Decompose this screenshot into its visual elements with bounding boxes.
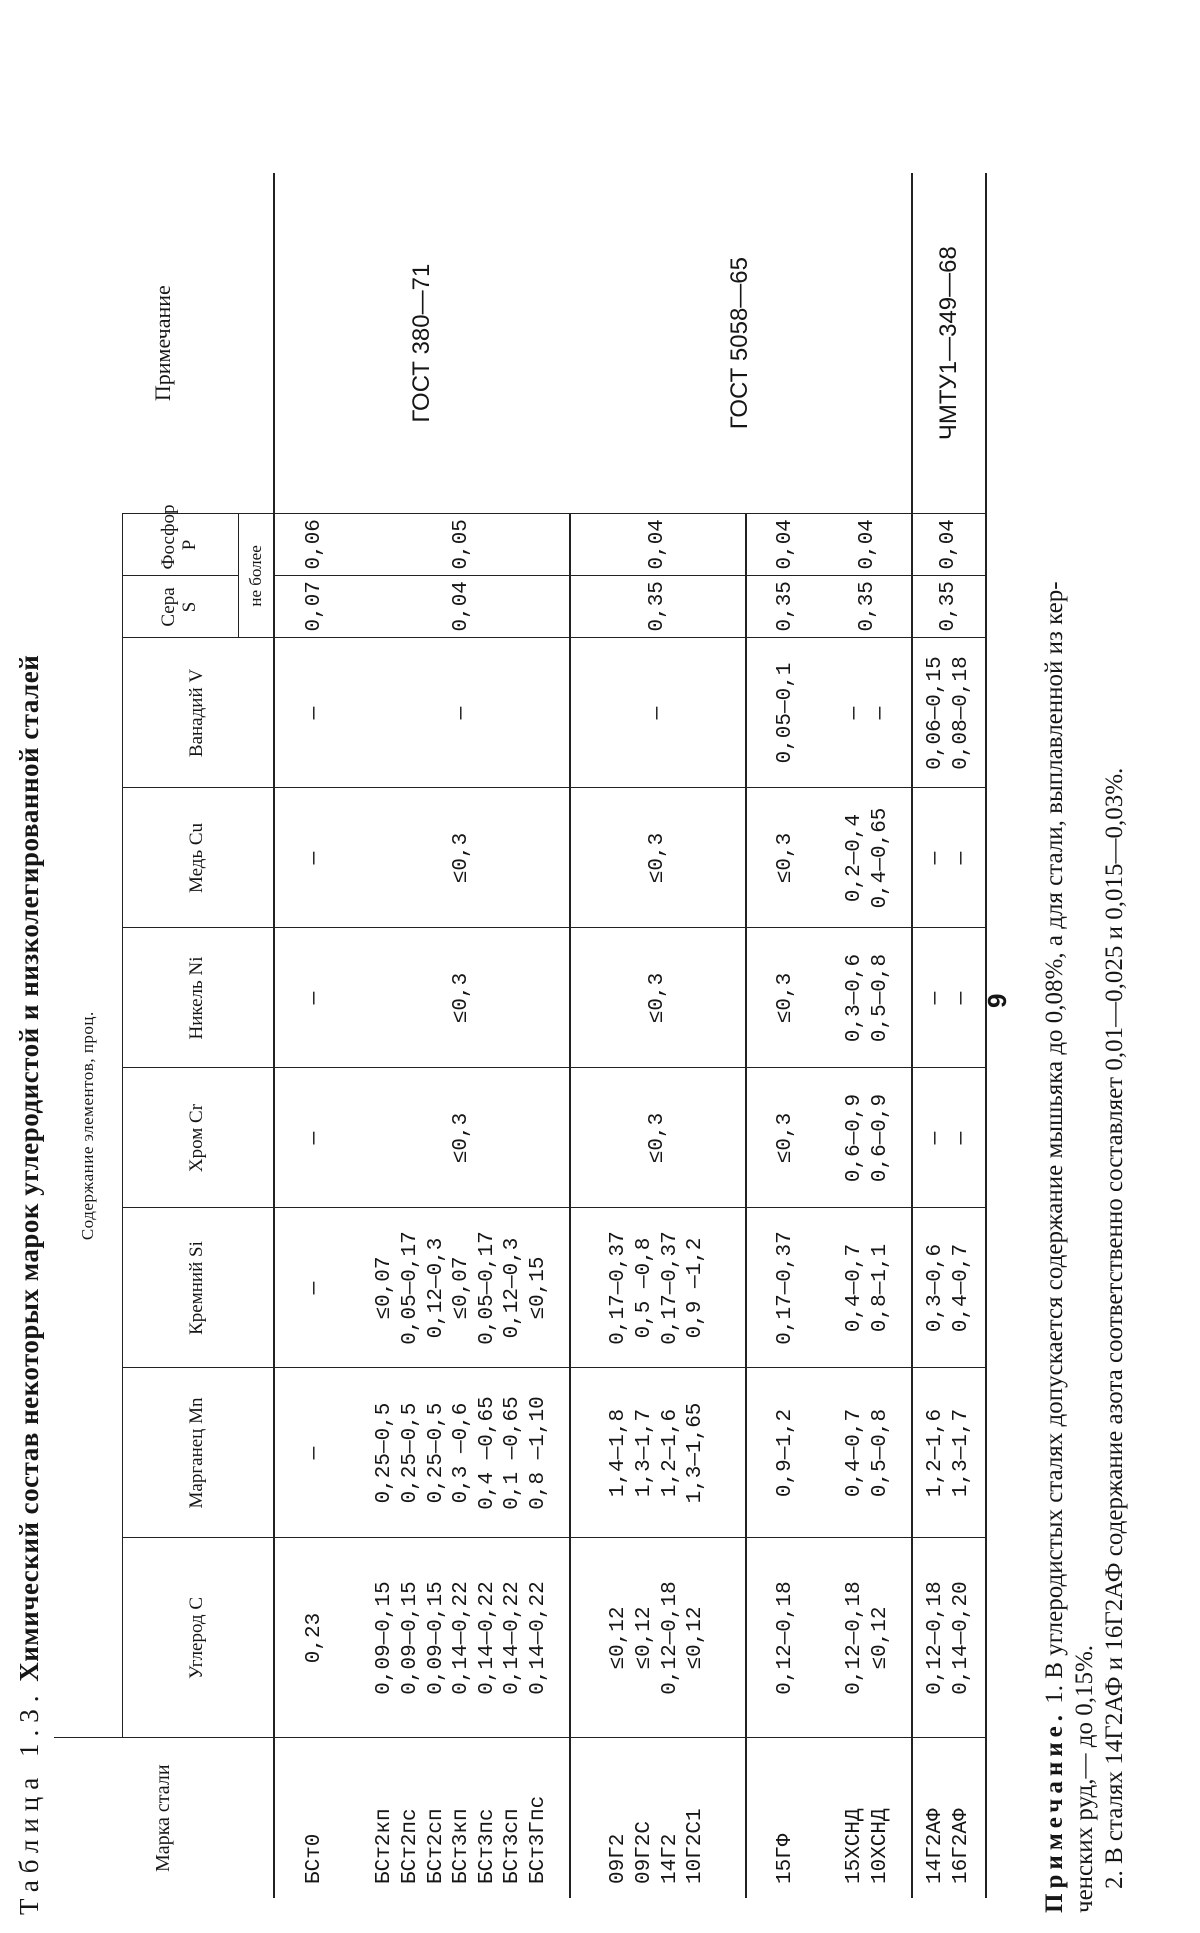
header-sulfur: Сера S: [122, 576, 238, 638]
cell-carbon: [274, 1538, 356, 1738]
cell-grade-value: 10ХСНД: [869, 1808, 892, 1884]
cell-note: ГОСТ 380—71: [408, 263, 436, 423]
cell-nickel: [570, 928, 746, 1068]
cell-silicon-value: 0,12—0,3: [424, 1237, 448, 1339]
cell-manganese-value: 0,4—0,7: [843, 1408, 867, 1498]
header-grade: Марка стали: [54, 1738, 274, 1898]
header-elements: Содержание элементов, проц.: [54, 514, 122, 1738]
cell-grade-value: 14Г2АФ: [923, 1808, 947, 1884]
cell-carbon-value: 0,12—0,18: [658, 1581, 682, 1695]
cell-note: ЧМТУ1—349—68: [912, 173, 986, 514]
cell-grade: [570, 1738, 746, 1898]
cell-grade-value: 15ГФ: [774, 1833, 798, 1884]
cell-grade-value: БСт3кп: [450, 1808, 474, 1884]
cell-grade-value: 09Г2С: [632, 1820, 656, 1884]
cell-silicon-value: 0,3—0,6: [923, 1243, 947, 1333]
cell-vanadium: [746, 638, 826, 788]
cell-carbon: [570, 1538, 746, 1738]
cell-manganese-value: 0,8 —1,10: [527, 1396, 551, 1510]
cell-grade-value: 09Г2: [607, 1833, 631, 1884]
cell-vanadium: [826, 638, 912, 788]
caption-title: Химический состав некоторых марок углеродистой и низколегированной сталей: [14, 654, 44, 1682]
cell-nickel-value: ≤0,3: [450, 972, 474, 1024]
cell-vanadium-value: 0,05—0,1: [774, 662, 798, 764]
cell-manganese-value: 0,4 —0,65: [475, 1396, 499, 1510]
cell-copper-value: ≤0,3: [450, 832, 474, 884]
cell-copper-value: ≤0,3: [645, 832, 669, 884]
cell-copper: [570, 788, 746, 928]
cell-nickel-value: 0,3—0,6: [843, 953, 867, 1043]
cell-carbon-value: 0,12—0,18: [923, 1581, 947, 1695]
cell-sulfur: 0,35: [746, 576, 826, 638]
cell-chromium: [826, 1068, 912, 1208]
cell-manganese-value: 0,5—0,8: [869, 1408, 892, 1498]
header-vanadium: Ванадий V: [122, 638, 274, 788]
cell-vanadium: [912, 638, 986, 788]
cell-chromium-value: —: [949, 1131, 973, 1145]
cell-grade: [826, 1738, 912, 1898]
header-manganese: Марганец Mn: [122, 1368, 274, 1538]
cell-carbon-value: 0,14—0,22: [450, 1581, 474, 1695]
cell-copper: [274, 788, 356, 928]
cell-carbon: [746, 1538, 826, 1738]
cell-carbon-value: ≤0,12: [607, 1606, 631, 1670]
cell-carbon: [912, 1538, 986, 1738]
cell-carbon-value: 0,14—0,22: [501, 1581, 525, 1695]
header-carbon: Углерод C: [122, 1538, 274, 1738]
cell-sulfur: 0,07: [274, 576, 356, 638]
cell-silicon-value: 0,17—0,37: [774, 1231, 798, 1345]
cell-silicon: [746, 1208, 826, 1368]
cell-nickel-value: —: [303, 991, 327, 1005]
cell-nickel-value: ≤0,3: [645, 972, 669, 1024]
header-not-more: не более: [238, 514, 274, 638]
cell-copper-value: —: [923, 851, 947, 865]
cell-vanadium-value: 0,08—0,18: [949, 656, 973, 770]
cell-manganese-value: 1,3—1,65: [684, 1402, 708, 1504]
cell-carbon-value: 0,09—0,15: [424, 1581, 448, 1695]
cell-nickel: [826, 928, 912, 1068]
header-copper: Медь Cu: [122, 788, 274, 928]
cell-grade-value: БСт3Гпс: [527, 1795, 551, 1884]
cell-manganese-value: 0,25—0,5: [398, 1402, 422, 1504]
notes-lead: Примечание.: [1041, 1709, 1068, 1913]
cell-grade: [356, 1738, 570, 1898]
cell-silicon-value: 0,4—0,7: [843, 1243, 867, 1333]
caption-lead: Таблица 1.3.: [14, 1688, 44, 1915]
cell-grade-value: БСт3сп: [501, 1808, 525, 1884]
table-row: [912, 173, 986, 1898]
cell-manganese: [826, 1368, 912, 1538]
cell-nickel-value: 0,5—0,8: [869, 953, 892, 1043]
cell-phosphorus: 0,05: [356, 514, 570, 576]
cell-vanadium-value: —: [303, 706, 327, 720]
cell-copper-value: —: [303, 851, 327, 865]
cell-copper-value: 0,2—0,4: [843, 813, 867, 903]
cell-chromium: [570, 1068, 746, 1208]
cell-manganese: [274, 1368, 356, 1538]
note-2: 2. В сталях 14Г2АФ и 16Г2АФ содержание азота соответственно составляет 0,01—0,025 и 0,015—0,03%.: [1101, 767, 1128, 1889]
cell-vanadium: [356, 638, 570, 788]
cell-silicon-value: —: [303, 1281, 327, 1295]
header-chromium: Хром Cr: [122, 1068, 274, 1208]
cell-manganese-value: 1,3—1,7: [949, 1408, 973, 1498]
cell-grade-value: 15ХСНД: [843, 1808, 867, 1884]
cell-carbon-value: ≤0,12: [869, 1606, 892, 1670]
cell-grade-value: 10Г2С1: [684, 1808, 708, 1884]
cell-chromium: [912, 1068, 986, 1208]
header-note: Примечание: [54, 173, 274, 514]
cell-silicon-value: 0,17—0,37: [607, 1231, 631, 1345]
cell-carbon-value: 0,12—0,18: [774, 1581, 798, 1695]
cell-manganese-value: 1,3—1,7: [632, 1408, 656, 1498]
cell-carbon-value: 0,14—0,22: [527, 1581, 551, 1695]
cell-nickel-value: —: [949, 991, 973, 1005]
cell-manganese-value: 1,2—1,6: [923, 1408, 947, 1498]
cell-vanadium: [570, 638, 746, 788]
header-nickel: Никель Ni: [122, 928, 274, 1068]
cell-grade-value: БСт2пс: [398, 1808, 422, 1884]
cell-vanadium-value: —: [645, 706, 669, 720]
cell-silicon-value: 0,17—0,37: [658, 1231, 682, 1345]
cell-silicon: [356, 1208, 570, 1368]
cell-carbon-value: 0,14—0,20: [949, 1581, 973, 1695]
composition-table: [54, 173, 987, 1898]
cell-phosphorus: 0,04: [746, 514, 826, 576]
cell-manganese-value: 0,25—0,5: [424, 1402, 448, 1504]
cell-chromium: [746, 1068, 826, 1208]
cell-carbon-value: 0,23: [303, 1612, 327, 1664]
cell-grade-value: БСт0: [303, 1833, 327, 1884]
cell-copper-value: ≤0,3: [774, 832, 798, 884]
note-1-line-2: ченских руд,— до 0,15%.: [1071, 1644, 1098, 1913]
cell-nickel: [274, 928, 356, 1068]
cell-manganese: [570, 1368, 746, 1538]
cell-silicon-value: 0,05—0,17: [475, 1231, 499, 1345]
cell-silicon-value: 0,5 —0,8: [632, 1237, 656, 1339]
cell-nickel-value: —: [923, 991, 947, 1005]
cell-grade-value: БСт2сп: [424, 1808, 448, 1884]
cell-grade: [746, 1738, 826, 1898]
cell-silicon: [912, 1208, 986, 1368]
cell-sulfur: 0,35: [570, 576, 746, 638]
cell-copper: [912, 788, 986, 928]
cell-manganese-value: 0,1 —0,65: [501, 1396, 525, 1510]
cell-phosphorus: 0,04: [912, 514, 986, 576]
page-number: 9: [982, 993, 1012, 1008]
cell-manganese-value: 0,9—1,2: [774, 1408, 798, 1498]
cell-manganese-value: —: [303, 1446, 327, 1460]
cell-silicon: [570, 1208, 746, 1368]
cell-grade-value: 14Г2: [658, 1833, 682, 1884]
cell-carbon-value: 0,14—0,22: [475, 1581, 499, 1695]
note-1-line-1: 1. В углеродистых сталях допускается содержание мышьяка до 0,08%, а для стали, выплавленной из кер-: [1041, 581, 1068, 1704]
cell-silicon-value: ≤0,15: [527, 1256, 551, 1320]
cell-chromium: [356, 1068, 570, 1208]
cell-chromium-value: ≤0,3: [774, 1112, 798, 1164]
cell-carbon-value: ≤0,12: [632, 1606, 656, 1670]
cell-carbon-value: ≤0,12: [684, 1606, 708, 1670]
cell-manganese-value: 1,4—1,8: [607, 1408, 631, 1498]
cell-chromium-value: 0,6—0,9: [843, 1093, 867, 1183]
cell-phosphorus: 0,06: [274, 514, 356, 576]
cell-copper: [746, 788, 826, 928]
cell-silicon-value: ≤0,07: [373, 1256, 397, 1320]
cell-manganese-value: 0,25—0,5: [373, 1402, 397, 1504]
cell-chromium: [274, 1068, 356, 1208]
header-silicon: Кремний Si: [122, 1208, 274, 1368]
cell-nickel: [356, 928, 570, 1068]
cell-grade: [912, 1738, 986, 1898]
cell-vanadium: [274, 638, 356, 788]
cell-nickel: [912, 928, 986, 1068]
cell-chromium-value: —: [303, 1131, 327, 1145]
cell-silicon-value: 0,4—0,7: [949, 1243, 973, 1333]
cell-silicon-value: ≤0,07: [450, 1256, 474, 1320]
table-row: [274, 173, 356, 1898]
cell-sulfur: 0,35: [826, 576, 912, 638]
cell-phosphorus: 0,04: [570, 514, 746, 576]
cell-vanadium-value: 0,06—0,15: [923, 656, 947, 770]
cell-carbon: [826, 1538, 912, 1738]
cell-phosphorus: 0,04: [826, 514, 912, 576]
table-notes: [1040, 43, 1130, 1913]
cell-chromium-value: 0,6—0,9: [869, 1093, 892, 1183]
cell-grade-value: 16Г2АФ: [949, 1808, 973, 1884]
cell-carbon: [356, 1538, 570, 1738]
cell-copper-value: —: [949, 851, 973, 865]
cell-chromium-value: ≤0,3: [645, 1112, 669, 1164]
cell-manganese: [746, 1368, 826, 1538]
table-caption: [14, 655, 45, 1915]
header-phosphorus: Фосфор P: [122, 514, 238, 576]
cell-copper-value: 0,4—0,65: [869, 807, 892, 909]
cell-silicon: [826, 1208, 912, 1368]
cell-chromium-value: ≤0,3: [450, 1112, 474, 1164]
cell-vanadium-value: —: [450, 706, 474, 720]
cell-silicon-value: 0,9 —1,2: [684, 1237, 708, 1339]
cell-grade-value: БСт2кп: [373, 1808, 397, 1884]
cell-silicon-value: 0,8—1,1: [869, 1243, 892, 1333]
table-row: [570, 173, 746, 1898]
cell-manganese: [356, 1368, 570, 1538]
cell-silicon: [274, 1208, 356, 1368]
cell-carbon-value: 0,09—0,15: [398, 1581, 422, 1695]
cell-sulfur: 0,35: [912, 576, 986, 638]
cell-grade-value: БСт3пс: [475, 1808, 499, 1884]
cell-manganese-value: 1,2—1,6: [658, 1408, 682, 1498]
cell-silicon-value: 0,05—0,17: [398, 1231, 422, 1345]
cell-nickel-value: ≤0,3: [774, 972, 798, 1024]
cell-vanadium-value: —: [869, 706, 892, 720]
cell-chromium-value: —: [923, 1131, 947, 1145]
cell-manganese: [912, 1368, 986, 1538]
cell-note: ГОСТ 5058—65: [570, 173, 912, 514]
cell-grade: [274, 1738, 356, 1898]
cell-silicon-value: 0,12—0,3: [501, 1237, 525, 1339]
cell-vanadium-value: —: [843, 706, 867, 720]
cell-sulfur: 0,04: [356, 576, 570, 638]
cell-copper: [356, 788, 570, 928]
cell-carbon-value: 0,09—0,15: [373, 1581, 397, 1695]
cell-manganese-value: 0,3 —0,6: [450, 1402, 474, 1504]
cell-nickel: [746, 928, 826, 1068]
cell-copper: [826, 788, 912, 928]
cell-carbon-value: 0,12—0,18: [843, 1581, 867, 1695]
